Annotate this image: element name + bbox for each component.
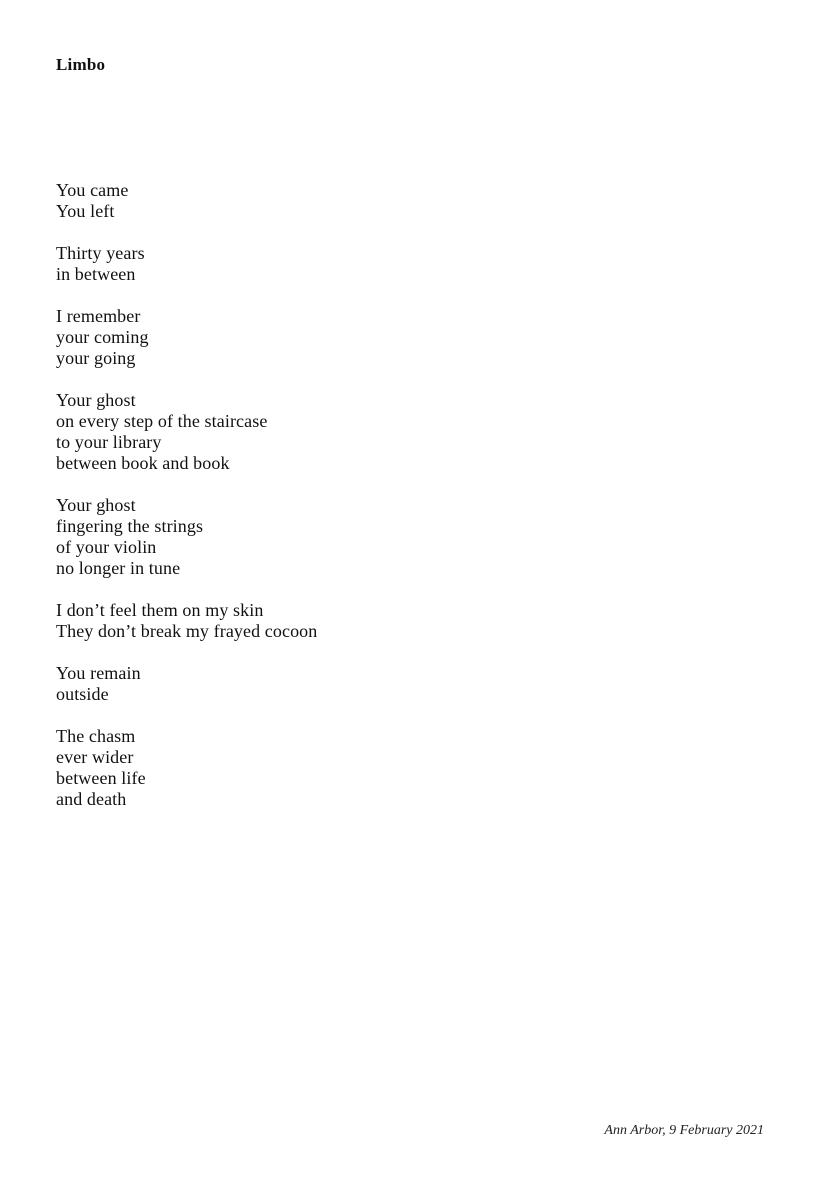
poem-line: outside (56, 684, 109, 704)
poem-line: ever wider (56, 747, 134, 767)
poem-line: fingering the strings (56, 516, 204, 536)
poem-line: in between (56, 264, 136, 284)
stanza-1 (56, 180, 616, 222)
place-date-signature: Ann Arbor, 9 February 2021 (604, 1123, 764, 1138)
poem-line: I remember (56, 306, 141, 326)
poem-line: Your ghost (56, 495, 136, 515)
poem-line: I don’t feel them on my skin (56, 600, 264, 620)
stanza-5 (56, 495, 616, 579)
poem-body (56, 180, 616, 831)
poem-line: to your library (56, 432, 162, 452)
poem-line: You came (56, 180, 129, 200)
poem-line: The chasm (56, 726, 136, 746)
poem-line: your going (56, 348, 136, 368)
poem-title: Limbo (56, 55, 106, 74)
poem-line: between book and book (56, 453, 230, 473)
poem-line: between life (56, 768, 146, 788)
stanza-2 (56, 243, 616, 285)
poem-line: Your ghost (56, 390, 136, 410)
stanza-4 (56, 390, 616, 474)
poem-line: You remain (56, 663, 141, 683)
stanza-8 (56, 726, 616, 810)
poem-line: no longer in tune (56, 558, 181, 578)
poem-line: They don’t break my frayed cocoon (56, 621, 318, 641)
poem-line: of your violin (56, 537, 157, 557)
poem-line: on every step of the staircase (56, 411, 268, 431)
poem-line: your coming (56, 327, 149, 347)
poem-line: Thirty years (56, 243, 145, 263)
poem-line: You left (56, 201, 115, 221)
stanza-6 (56, 600, 616, 642)
poem-line: and death (56, 789, 127, 809)
stanza-7 (56, 663, 616, 705)
stanza-3 (56, 306, 616, 369)
